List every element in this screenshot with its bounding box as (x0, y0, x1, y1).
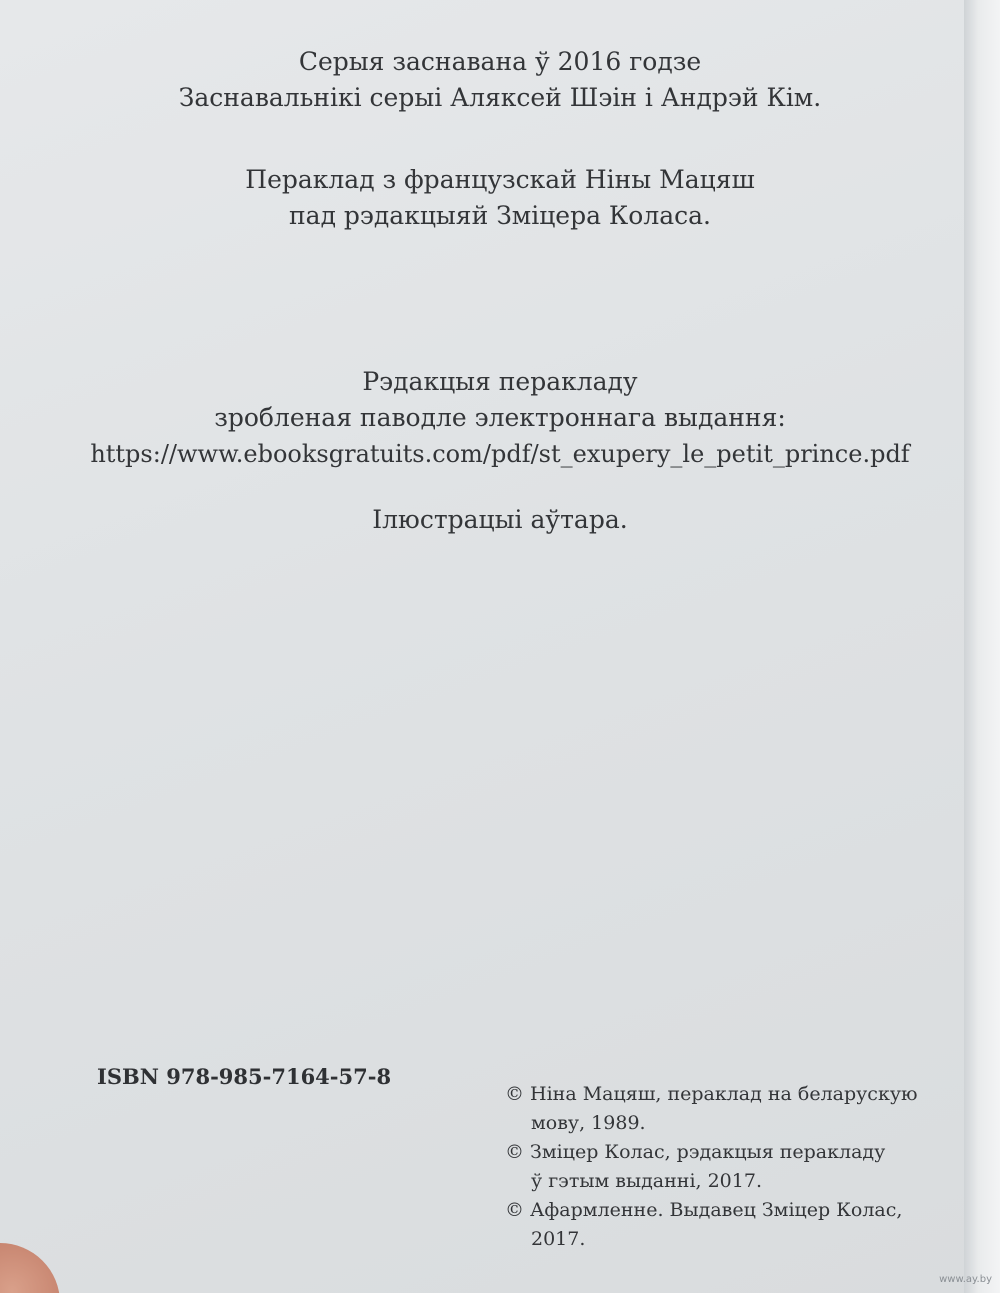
copyright-design (505, 1196, 935, 1254)
illustrations-line: Ілюстрацыі аўтара. (372, 505, 628, 534)
copyright-translation (505, 1080, 935, 1138)
edition-source (0, 364, 1000, 472)
translator-line: Пераклад з французскай Ніны Мацяш (245, 165, 755, 194)
copyright-line: © Ніна Мацяш, пераклад на беларускую (505, 1083, 918, 1105)
series-founders-line: Заснавальнікі серыі Аляксей Шэін і Андрэй Кім. (178, 83, 822, 112)
copyright-line-cont: ў гэтым выданні, 2017. (531, 1170, 762, 1192)
series-info (0, 44, 1000, 116)
translation-info (0, 162, 1000, 234)
copyright-line: © Зміцер Колас, рэдакцыя перакладу (505, 1141, 886, 1163)
isbn-number: ISBN 978-985-7164-57-8 (97, 1064, 392, 1089)
site-watermark: www.ay.by (939, 1274, 992, 1285)
copyright-editing (505, 1138, 935, 1196)
illustrations-note (0, 502, 1000, 538)
copyright-line-cont: 2017. (531, 1228, 586, 1250)
edition-source-url: https://www.ebooksgratuits.com/pdf/st_exupery_le_petit_prince.pdf (90, 440, 910, 468)
edition-source-title: Рэдакцыя перакладу (362, 367, 638, 396)
series-founded-line: Серыя заснавана ў 2016 годзе (298, 47, 702, 76)
edition-source-desc: зробленая паводле электроннага выдання: (214, 403, 786, 432)
finger-corner (0, 1243, 60, 1293)
copyright-line: © Афармленне. Выдавец Зміцер Колас, (505, 1199, 903, 1221)
editor-line: пад рэдакцыяй Зміцера Коласа. (289, 201, 711, 230)
copyright-line-cont: мову, 1989. (531, 1112, 646, 1134)
copyright-block (505, 1080, 935, 1254)
